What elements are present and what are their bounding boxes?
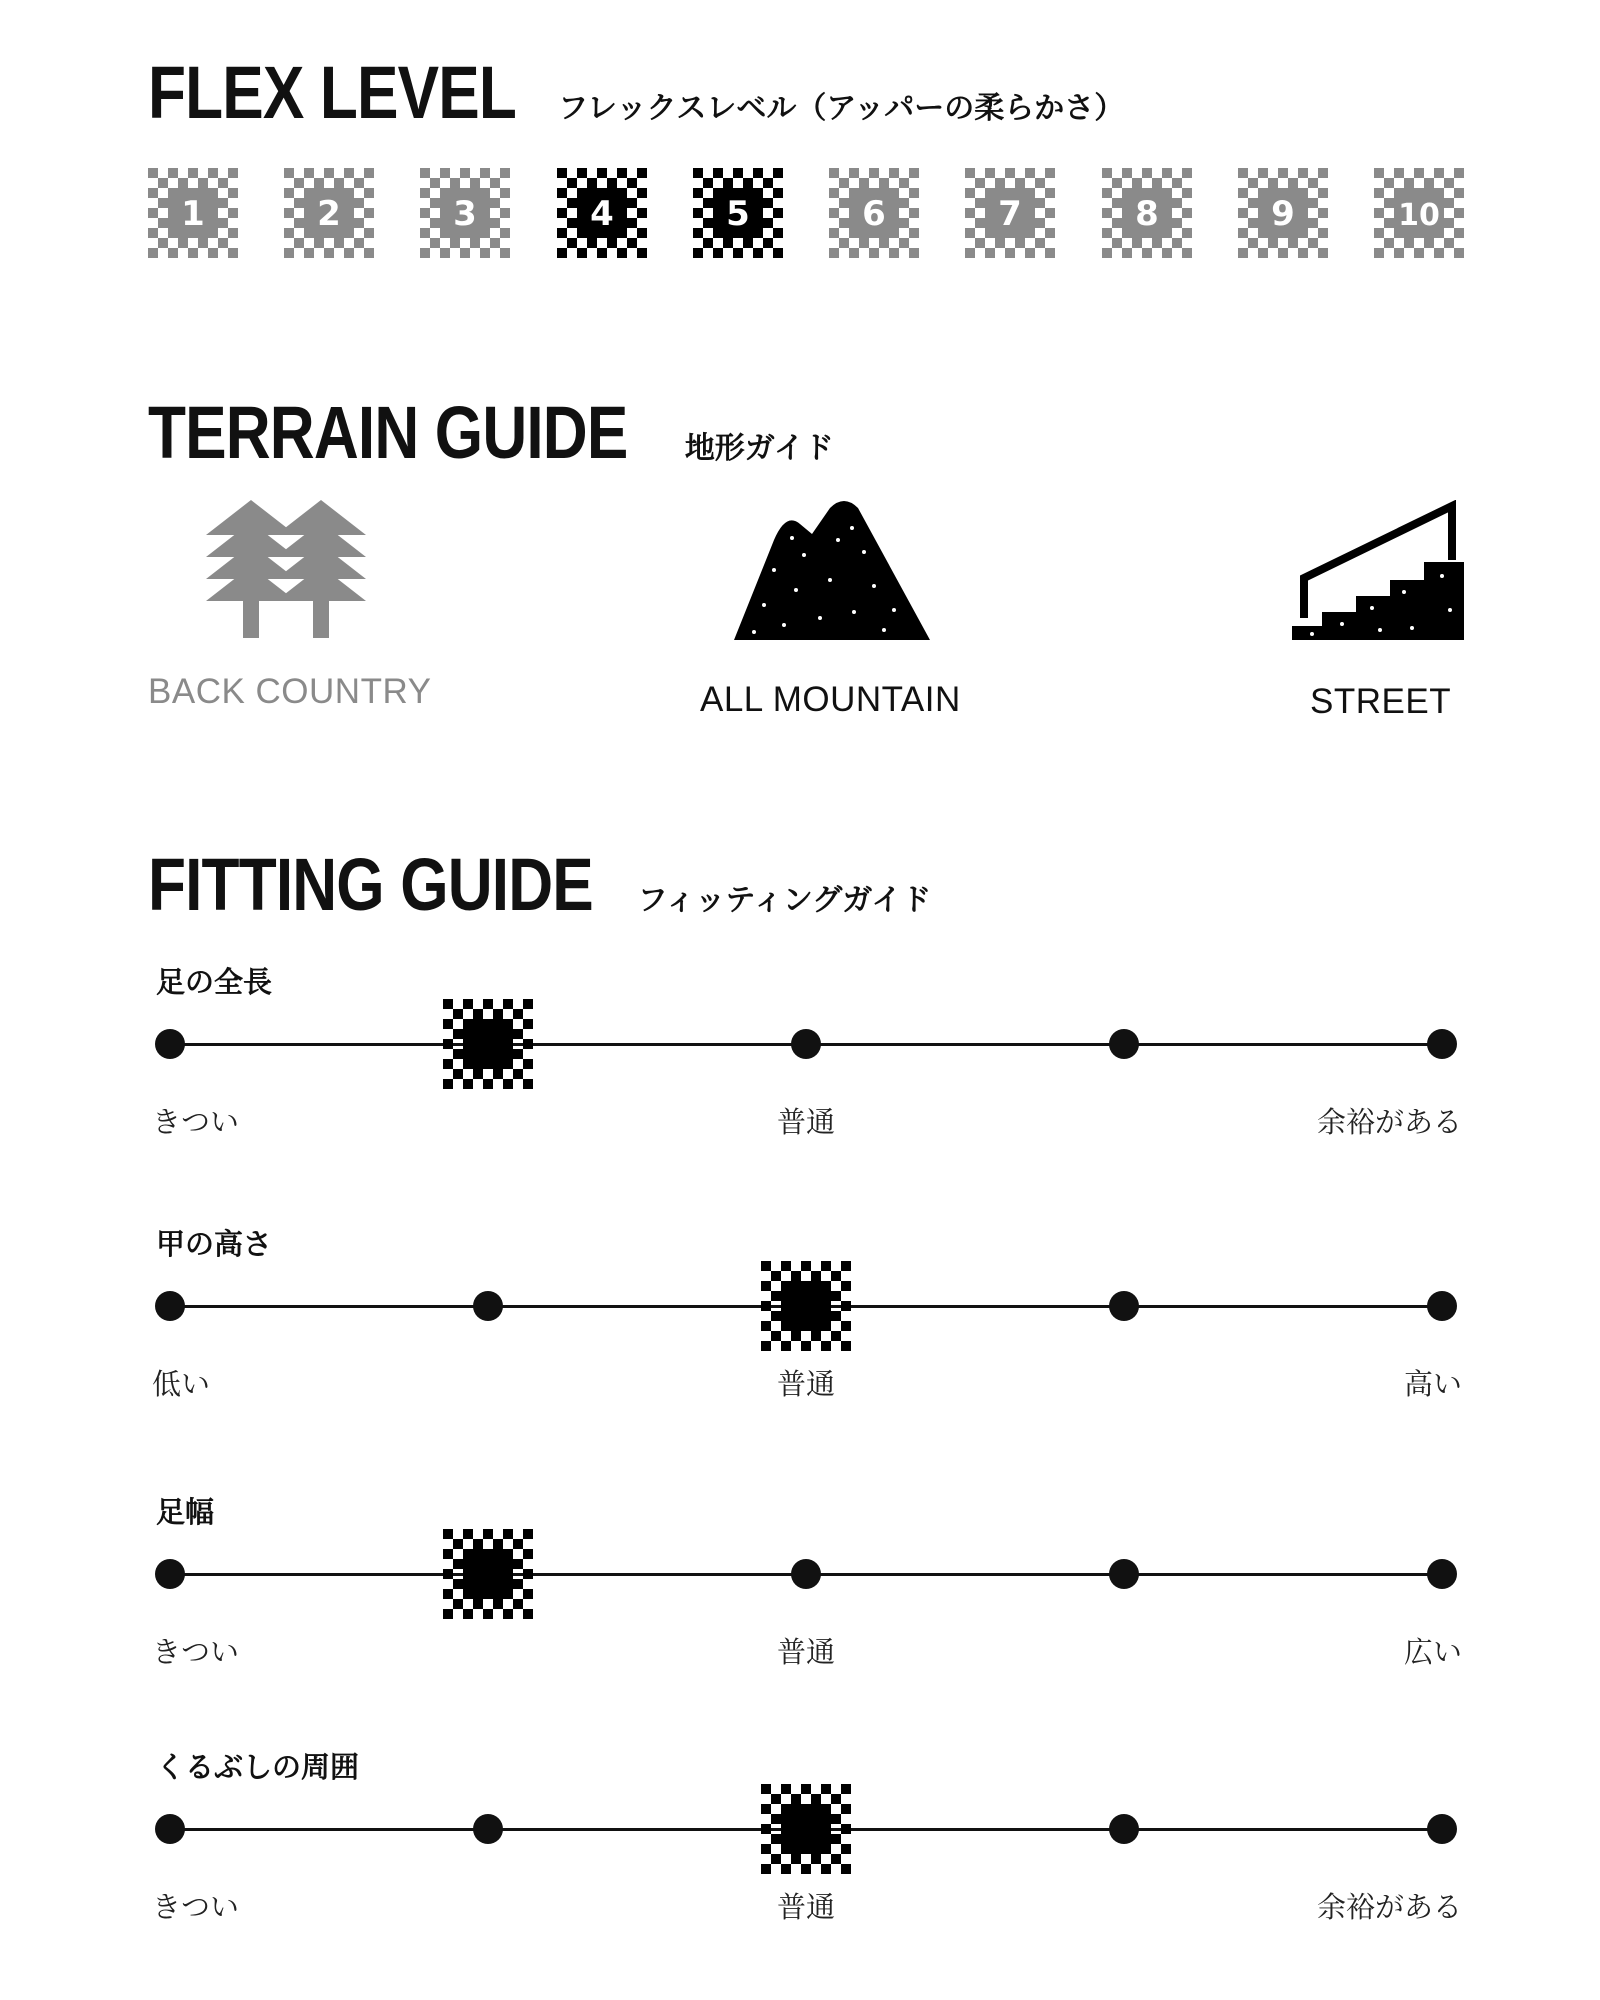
svg-text:5: 5 <box>726 194 750 234</box>
fitting-scale-left-label: 低い <box>152 1367 211 1401</box>
flex-level-scale <box>148 168 1464 258</box>
flex-level-10 <box>1374 168 1464 258</box>
fitting-scale-dot <box>473 1291 503 1321</box>
fitting-scale-dot <box>1427 1029 1457 1059</box>
svg-text:10: 10 <box>1398 198 1440 233</box>
flex-level-mark <box>284 168 374 258</box>
terrain-guide-subtitle: 地形ガイド <box>684 431 834 466</box>
trees-icon <box>206 500 366 640</box>
flex-level-9 <box>1238 168 1328 258</box>
fitting-scale-dot <box>155 1029 185 1059</box>
flex-level-8 <box>1102 168 1192 258</box>
fitting-scale-left-label: きつい <box>152 1635 240 1669</box>
fitting-scale-dot <box>1109 1814 1139 1844</box>
fitting-scale-label: くるぶしの周囲 <box>156 1750 360 1784</box>
fitting-scale-right-label: 広い <box>1403 1635 1462 1669</box>
fitting-guide-subtitle: フィッティングガイド <box>637 883 932 918</box>
flex-level-6 <box>829 168 919 258</box>
flex-level-subtitle: フレックスレベル（アッパーの柔らかさ） <box>558 91 1125 126</box>
fitting-scale-left-label: きつい <box>152 1890 240 1924</box>
fitting-scale-label: 甲の高さ <box>156 1227 273 1261</box>
flex-level-mark <box>1102 168 1192 258</box>
fitting-scale-label: 足幅 <box>156 1495 215 1529</box>
fitting-scale-label: 足の全長 <box>156 965 273 999</box>
fitting-scale-dot <box>155 1559 185 1589</box>
fitting-scale-dot <box>1109 1559 1139 1589</box>
flex-level-mark <box>420 168 510 258</box>
svg-text:7: 7 <box>998 194 1023 234</box>
fitting-guide-title: FITTING GUIDE <box>148 843 593 926</box>
flex-level-header <box>148 51 1125 134</box>
fitting-scale-dot <box>473 1814 503 1844</box>
fitting-scale-dot <box>155 1291 185 1321</box>
flex-level-mark <box>1238 168 1328 258</box>
flex-level-5-selected <box>693 168 783 258</box>
terrain-label-back-country: BACK COUNTRY <box>148 672 432 711</box>
fitting-scale-marker <box>443 999 533 1089</box>
fitting-scale-right-label: 余裕がある <box>1316 1890 1462 1924</box>
fitting-scale-left-label: きつい <box>152 1105 240 1139</box>
fitting-scale-dot <box>791 1029 821 1059</box>
fitting-scale-middle-label: 普通 <box>776 1890 836 1924</box>
mountain-icon <box>734 500 930 642</box>
fitting-scale-right-label: 余裕がある <box>1316 1105 1462 1139</box>
fitting-scale-dot <box>155 1814 185 1844</box>
flex-level-title: FLEX LEVEL <box>148 51 517 134</box>
svg-text:9: 9 <box>1270 194 1295 234</box>
stairs-rail-icon <box>1292 500 1464 642</box>
flex-level-mark <box>965 168 1055 258</box>
svg-text:2: 2 <box>317 194 342 234</box>
fitting-scale-right-label: 高い <box>1403 1367 1462 1401</box>
fitting-scale-middle-label: 普通 <box>776 1635 836 1669</box>
fitting-scale-middle-label: 普通 <box>776 1367 836 1401</box>
fitting-guide-header <box>148 843 932 926</box>
flex-level-mark <box>693 168 783 258</box>
fitting-scale-dot <box>1427 1291 1457 1321</box>
flex-level-mark <box>829 168 919 258</box>
fitting-scale-dot <box>1427 1814 1457 1844</box>
terrain-guide-title: TERRAIN GUIDE <box>148 391 628 474</box>
flex-level-mark <box>557 168 647 258</box>
fitting-scale-dot <box>791 1559 821 1589</box>
flex-level-mark <box>1374 168 1464 258</box>
fitting-scale-dot <box>1109 1291 1139 1321</box>
svg-text:4: 4 <box>589 194 614 234</box>
terrain-label-all-mountain: ALL MOUNTAIN <box>700 680 961 719</box>
flex-level-3 <box>420 168 510 258</box>
fitting-scale-middle-label: 普通 <box>776 1105 836 1139</box>
flex-level-4-selected <box>557 168 647 258</box>
fitting-scale-dot <box>1427 1559 1457 1589</box>
flex-level-7 <box>965 168 1055 258</box>
flex-level-1 <box>148 168 238 258</box>
svg-text:3: 3 <box>453 194 478 234</box>
fitting-scale-marker <box>761 1261 851 1351</box>
terrain-guide-header <box>148 391 834 474</box>
fitting-scale-dot <box>1109 1029 1139 1059</box>
svg-text:1: 1 <box>181 194 205 234</box>
svg-text:6: 6 <box>862 194 886 234</box>
fitting-scale-marker <box>443 1529 533 1619</box>
flex-level-mark <box>148 168 238 258</box>
terrain-label-street: STREET <box>1310 682 1452 721</box>
fitting-scale-marker <box>761 1784 851 1874</box>
flex-level-2 <box>284 168 374 258</box>
svg-text:8: 8 <box>1134 194 1159 234</box>
